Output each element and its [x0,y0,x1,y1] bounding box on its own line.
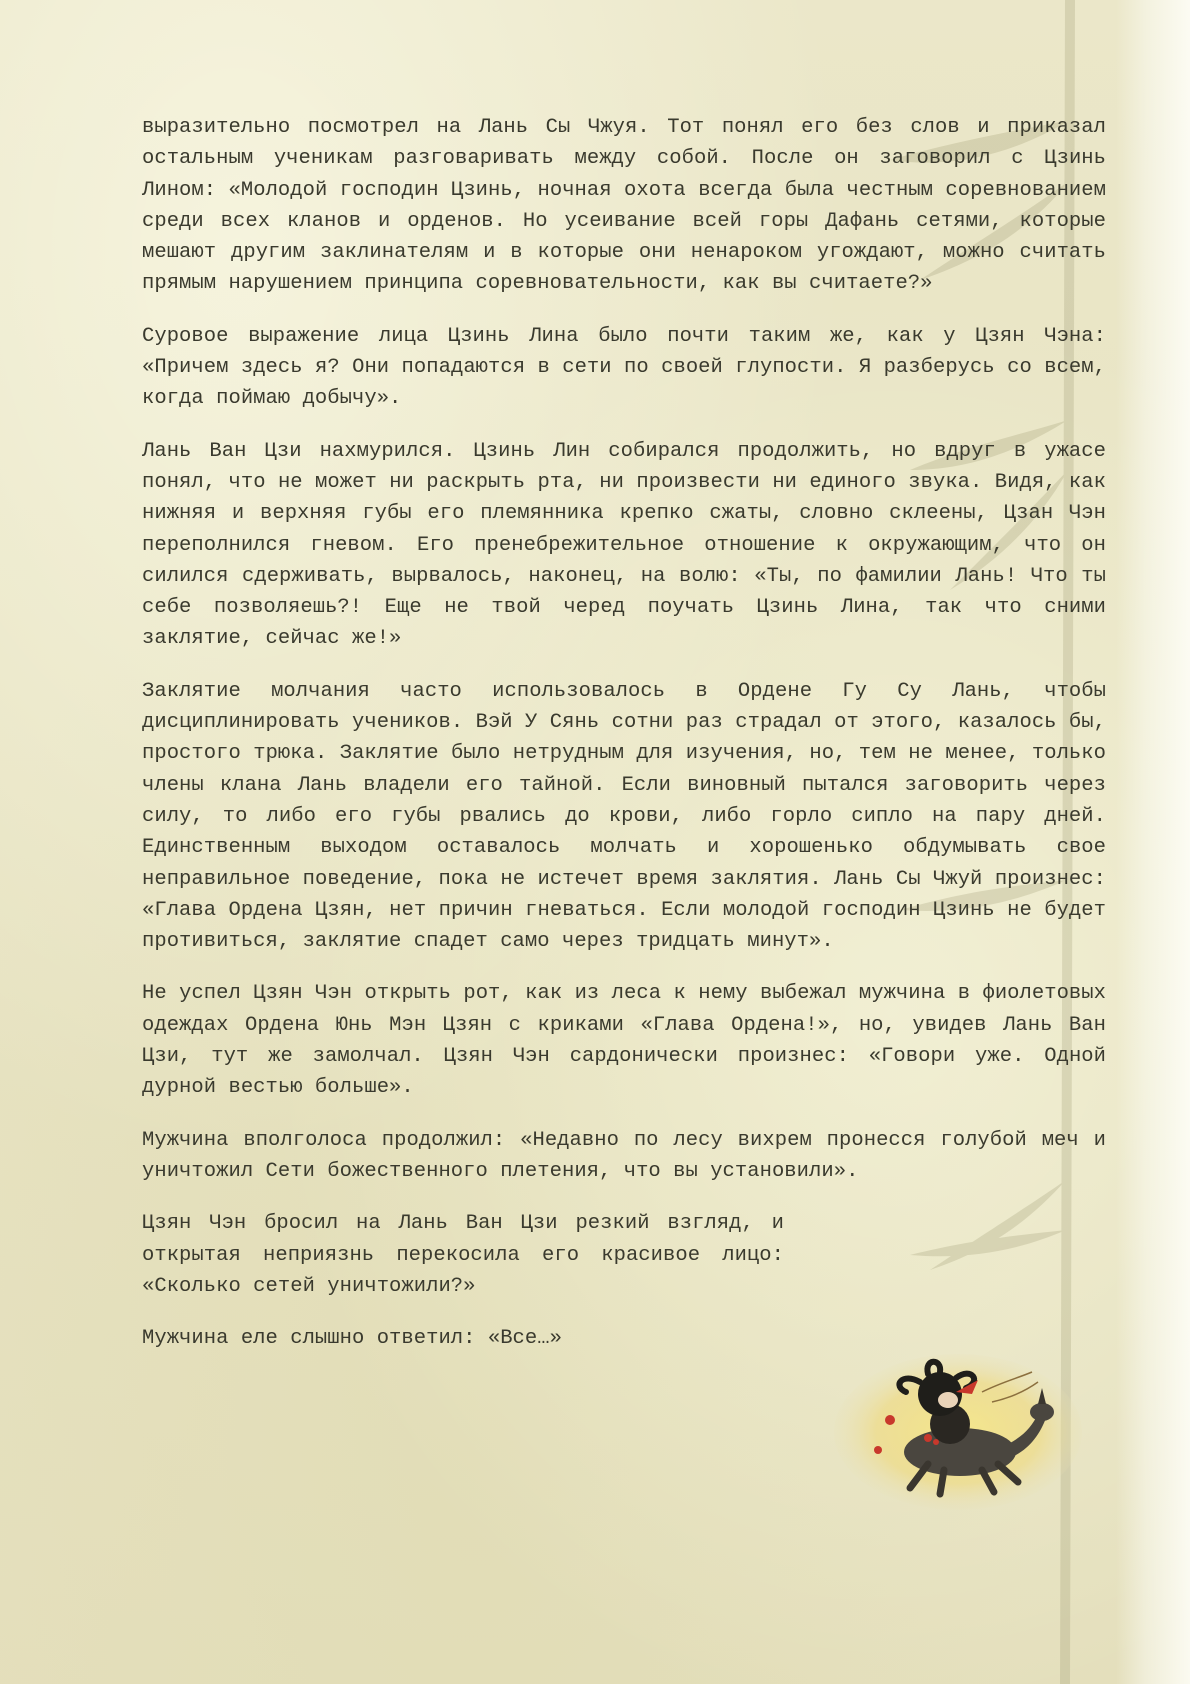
illustration-drawing [832,1352,1084,1510]
paragraph-5: Не успел Цзян Чэн открыть рот, как из леса к нему выбежал мужчина в фиолетовых одеждах Ордена Юнь Мэн Цзян с криками «Глава Ордена!», но, увидев Лань Ван Цзи, тут же замолчал. Цзян Чэн сардонически произнес: «Говори уже. Одной дурной вестью больше». [142,982,1106,1100]
paragraph-8: Мужчина еле слышно ответил: «Все…» [142,1327,562,1351]
document-body [142,112,1106,1375]
page-right-edge [1116,0,1190,1684]
rider-face [938,1392,958,1408]
paragraph-7: Цзян Чэн бросил на Лань Ван Цзи резкий взгляд, и открытая неприязнь перекосила его красивое лицо: «Сколько сетей уничтожили?» [142,1212,784,1298]
paragraph-1: выразительно посмотрел на Лань Сы Чжуя. Тот понял его без слов и приказал остальным ученикам разговаривать между собой. После он заговорил с Цзинь Лином: «Молодой господин Цзинь, ночная охота всегда была честным соревнованием среди всех кланов и орденов. Но усеивание всей горы Дафань сетями, которые мешают другим заклинателям и в которые они ненароком угождают, можно считать прямым нарушением принципа соревновательности, как вы считаете?» [142,116,1106,296]
paragraph-3: Лань Ван Цзи нахмурился. Цзинь Лин собирался продолжить, но вдруг в ужасе понял, что не может ни раскрыть рта, ни произвести ни единого звука. Видя, как нижняя и верхняя губы его племянника крепко сжаты, словно склеены, Цзан Чэн переполнился гневом. Его пренебрежительное отношение к окружающим, что он силился сдерживать, вырвалось, наконец, на волю: «Ты, по фамилии Лань! Что ты себе позволяешь?! Еще не твой черед поучать Цзинь Лина, так что сними заклятие, сейчас же!» [142,439,1106,651]
paragraph-4: Заклятие молчания часто использовалось в Ордене Гу Су Лань, чтобы дисциплинировать учеников. Вэй У Сянь сотни раз страдал от этого, казалось бы, простого трюка. Заклятие было нетрудным для изучения, но, тем не менее, только члены клана Лань владели его тайной. Если виновный пытался заговорить через силу, то либо его губы рвались до крови, либо горло сипло на пару дней. Единственным выходом оставалось молчать и хорошенько обдумывать свое неправильное поведение, пока не истечет время заклятия. Лань Сы Чжуй произнес: «Глава Ордена Цзян, нет причин гневаться. Если молодой господин Цзинь не будет противиться, заклятие спадет само через тридцать минут». [142,679,1106,954]
chibi-character-riding-donkey-illustration [832,1352,1084,1510]
paragraph-6: Мужчина вполголоса продолжил: «Недавно по лесу вихрем пронесся голубой меч и уничтожил Сети божественного плетения, что вы установили». [142,1128,1106,1183]
donkey-head [1030,1403,1054,1421]
paragraph-2: Суровое выражение лица Цзинь Лина было почти таким же, как у Цзян Чэна: «Причем здесь я? Они попадаются в сети по своей глупости. Я разберусь со всем, когда поймаю добычу». [142,324,1106,411]
